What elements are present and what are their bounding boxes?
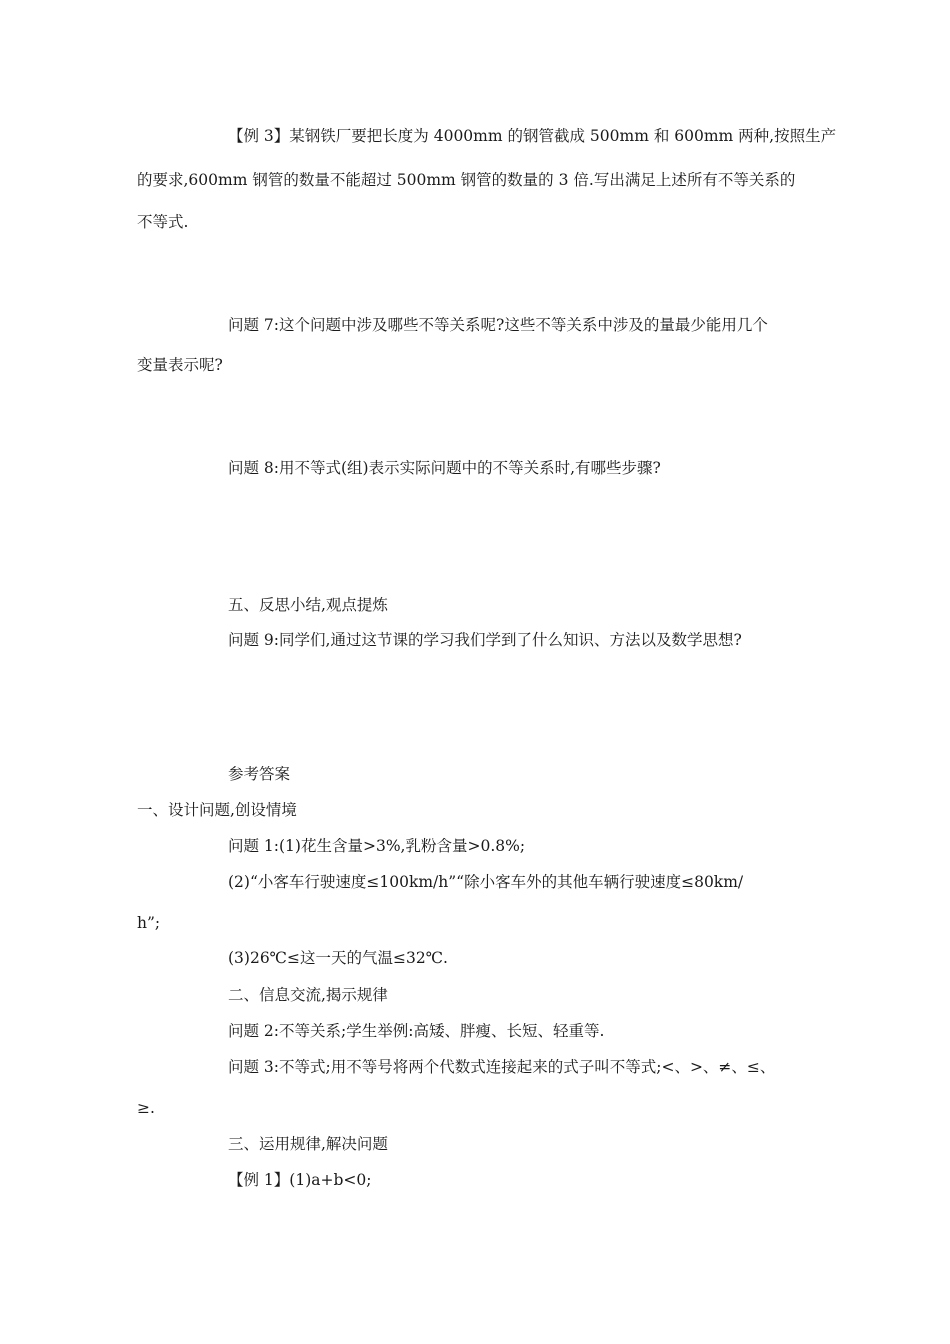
section5-heading: 五、反思小结,观点提炼 [228, 596, 388, 614]
example3-line-2: 的要求,600mm 钢管的数量不能超过 500mm 钢管的数量的 3 倍.写出满足上述所有不等关系的 [137, 171, 796, 189]
answer-example1: 【例 1】(1)a+b<0; [228, 1171, 372, 1189]
part2-heading: 二、信息交流,揭示规律 [228, 986, 388, 1004]
answer-q1-a: 问题 1:(1)花生含量>3%,乳粉含量>0.8%; [228, 837, 526, 855]
answers-title: 参考答案 [228, 765, 291, 783]
question7-line-1: 问题 7:这个问题中涉及哪些不等关系呢?这些不等关系中涉及的量最少能用几个 [228, 316, 768, 334]
question7-line-2: 变量表示呢? [137, 356, 223, 374]
answer-q3-line-2: ≥. [137, 1099, 155, 1117]
answer-q1-b-line-1: (2)“小客车行驶速度≤100km/h”“除小客车外的其他车辆行驶速度≤80km/ [228, 873, 744, 891]
answer-q1-b-line-2: h”; [137, 914, 161, 932]
example3-line-3: 不等式. [137, 213, 189, 231]
answer-q3-line-1: 问题 3:不等式;用不等号将两个代数式连接起来的式子叫不等式;<、>、≠、≤、 [228, 1058, 776, 1076]
question9: 问题 9:同学们,通过这节课的学习我们学到了什么知识、方法以及数学思想? [228, 631, 742, 649]
example3-line-1: 【例 3】某钢铁厂要把长度为 4000mm 的钢管截成 500mm 和 600mm 两种,按照生产 [228, 127, 837, 145]
part1-heading: 一、设计问题,创设情境 [137, 801, 297, 819]
question8: 问题 8:用不等式(组)表示实际问题中的不等关系时,有哪些步骤? [228, 459, 661, 477]
part3-heading: 三、运用规律,解决问题 [228, 1135, 388, 1153]
answer-q1-c: (3)26℃≤这一天的气温≤32℃. [228, 949, 448, 967]
answer-q2: 问题 2:不等关系;学生举例:高矮、胖瘦、长短、轻重等. [228, 1022, 605, 1040]
